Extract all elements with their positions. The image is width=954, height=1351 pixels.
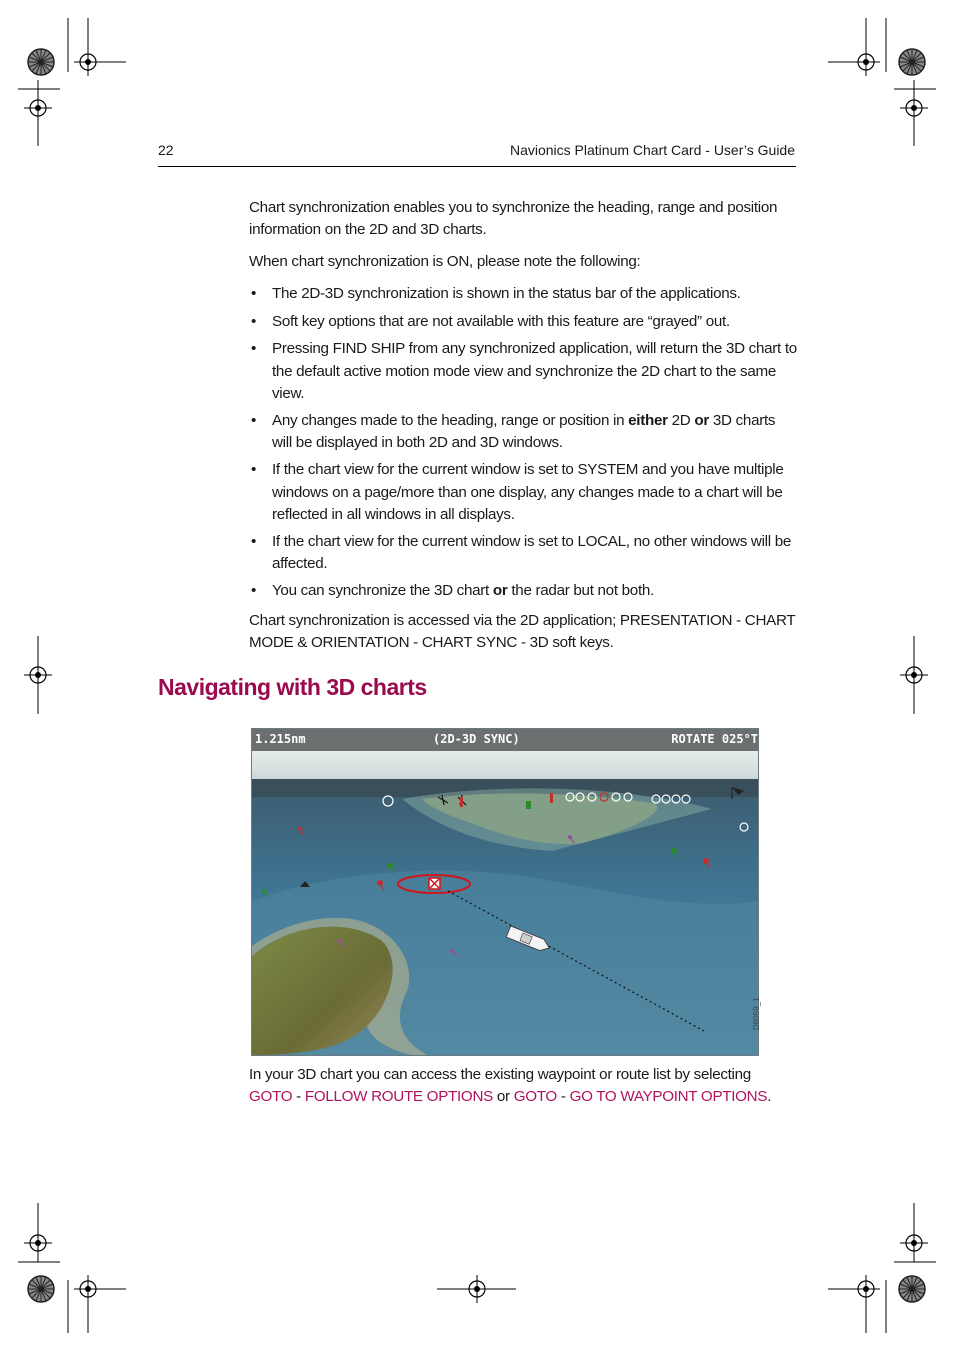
list-item-text: If the chart view for the current window is set to LOCAL, no other windows will be affected.: [272, 533, 792, 573]
section-heading: Navigating with 3D charts: [158, 674, 427, 700]
list-item-text: the radar but not both.: [507, 582, 654, 600]
follow-route-options-link[interactable]: FOLLOW ROUTE OPTIONS: [304, 1088, 493, 1106]
closing-text-part: .: [767, 1088, 772, 1106]
rotate-readout: ROTATE 025°T: [671, 732, 758, 746]
sky: [252, 751, 758, 779]
closing-text-part: or: [492, 1088, 514, 1106]
goto-link[interactable]: GOTO: [249, 1088, 293, 1106]
list-item-text: 3D charts will be displayed in both 2D and 3D windows.: [272, 412, 776, 452]
emphasis-either: either: [628, 412, 668, 430]
closing-text-part: -: [292, 1088, 305, 1106]
list-item-text: Any changes made to the heading, range or position in: [272, 412, 629, 430]
list-item: • Pressing FIND SHIP from any synchronized application, will return the 3D chart to the default active motion mode view and synchronize the 2D chart to the same view.: [251, 340, 797, 402]
goto-link[interactable]: GOTO: [513, 1088, 557, 1106]
header-rule: [158, 166, 796, 167]
list-item: • You can synchronize the 3D chart or the radar but not both.: [251, 582, 654, 600]
figure-id: D8059_1: [752, 997, 761, 1030]
closing-text-part: -: [556, 1088, 570, 1106]
list-item-text: You can synchronize the 3D chart: [272, 582, 493, 600]
list-item: • The 2D-3D synchronization is shown in the status bar of the applications.: [251, 285, 741, 302]
chart-scene: [252, 751, 758, 1055]
range-readout: 1.215nm: [255, 732, 306, 746]
list-item: • If the chart view for the current window is set to SYSTEM and you have multiple windows on a page/more than one display, any changes made to a chart will be reflected in all windows in all displays.: [251, 461, 784, 523]
chart-status-bar: [252, 729, 758, 751]
page-number: 22: [158, 142, 174, 158]
closing-text-part: In your 3D chart you can access the existing waypoint or route list by selecting: [249, 1066, 751, 1083]
intro-p2: When chart synchronization is ON, please note the following:: [249, 253, 641, 270]
intro-p1: Chart synchronization enables you to synchronize the heading, range and position information on the 2D and 3D charts.: [249, 199, 778, 239]
closing-text: [249, 1064, 797, 1109]
closing-paragraph: [249, 1064, 797, 1109]
access-text: Chart synchronization is accessed via the 2D application; PRESENTATION - CHART MODE & ORIENTATION - CHART SYNC - 3D soft keys.: [249, 612, 796, 652]
list-item-text: 2D: [667, 412, 695, 430]
list-item-text: The 2D-3D synchronization is shown in the status bar of the applications.: [272, 285, 741, 302]
list-item-text: Soft key options that are not available with this feature are “grayed” out.: [272, 313, 730, 331]
go-to-waypoint-options-link[interactable]: GO TO WAYPOINT OPTIONS: [569, 1088, 768, 1106]
list-item-text: Pressing FIND SHIP from any synchronized application, will return the 3D chart to the default active motion mode view and synchronize the 2D chart to the same view.: [272, 340, 797, 402]
list-item-text: If the chart view for the current window is set to SYSTEM and you have multiple windows on a page/more than one display, any changes made to a chart will be reflected in all windows in all displays.: [272, 461, 784, 523]
list-item: • Any changes made to the heading, range or position in either 2D or 3D charts will be displayed in both 2D and 3D windows.: [251, 412, 776, 452]
emphasis-or: or: [694, 412, 709, 430]
access-paragraph: [249, 610, 797, 655]
intro-paragraph: [249, 197, 797, 242]
sync-notes-list: [249, 283, 797, 603]
list-item: • Soft key options that are not available with this feature are “grayed” out.: [251, 313, 730, 331]
running-header-title: Navionics Platinum Chart Card - User’s Guide: [509, 142, 795, 158]
3d-chart-screenshot: [251, 728, 759, 1056]
list-item: • If the chart view for the current window is set to LOCAL, no other windows will be affected.: [251, 533, 792, 573]
intro-paragraph-2: [249, 251, 797, 273]
emphasis-or: or: [492, 582, 508, 600]
sync-indicator: (2D-3D SYNC): [433, 732, 520, 746]
